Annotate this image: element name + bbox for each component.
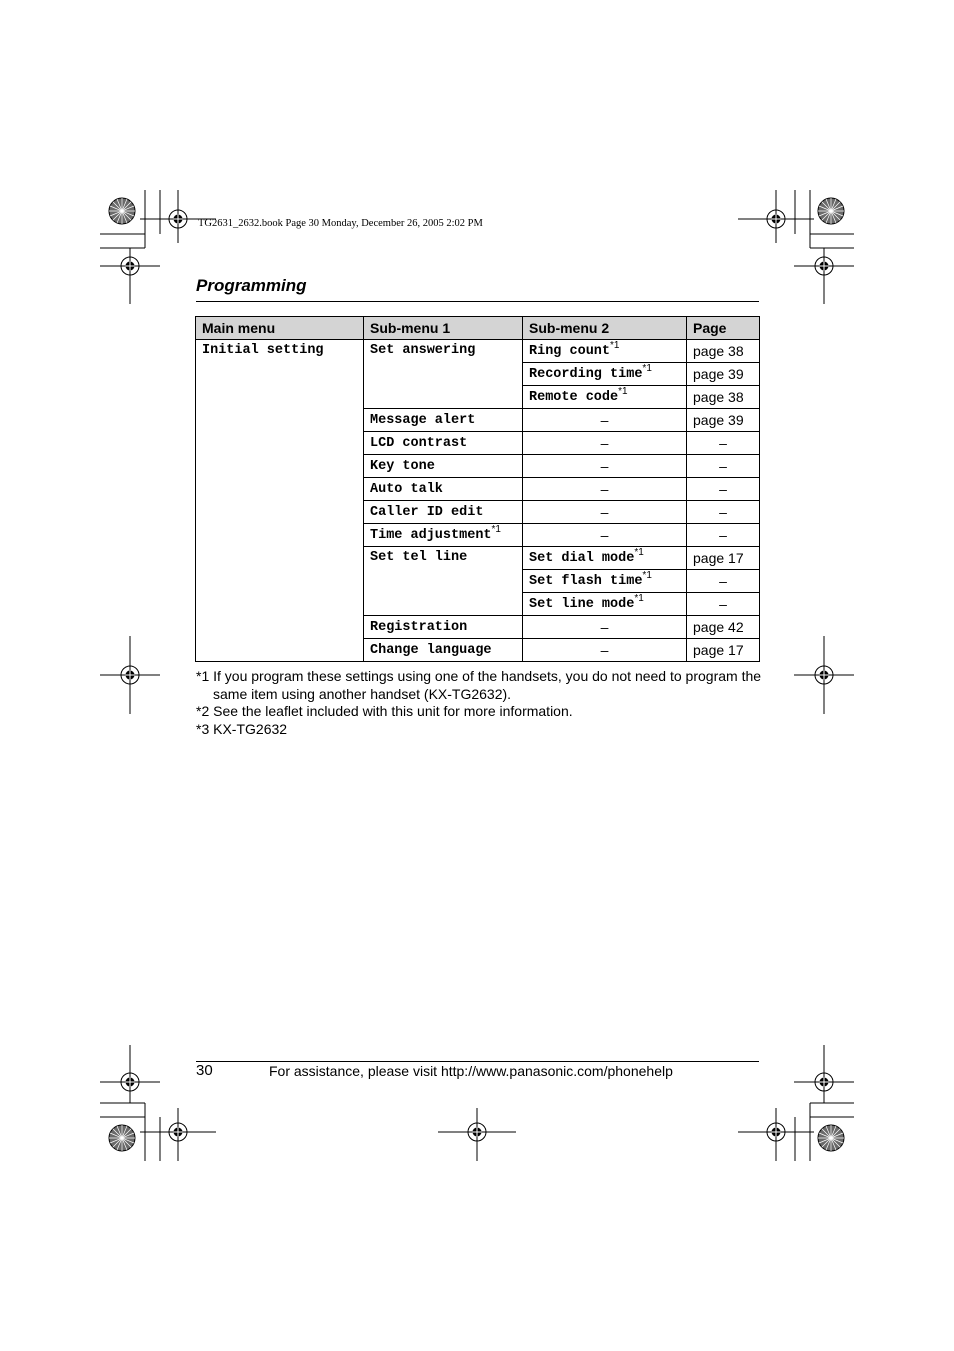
menu-table — [195, 316, 760, 662]
page-ref: – — [687, 524, 760, 547]
sub1-set-tel-line: Set tel line — [364, 547, 523, 616]
footnote-ref: *1 — [491, 523, 501, 535]
page-ref: page 17 — [687, 547, 760, 570]
page-ref: page 39 — [687, 409, 760, 432]
title-rule — [196, 301, 759, 302]
page-ref: – — [687, 570, 760, 593]
book-slug: TG2631_2632.book Page 30 Monday, December 26, 2005 2:02 PM — [198, 218, 483, 229]
main-menu-initial-setting: Initial setting — [196, 340, 364, 662]
table-row — [196, 340, 760, 363]
header-main-menu: Main menu — [196, 317, 364, 340]
sub1-time-adjustment: Time adjustment$^{*1}$ — [364, 524, 523, 547]
sub2-ring-count: Ring count$^{*1}$ — [523, 340, 687, 363]
page-ref: – — [687, 478, 760, 501]
footnote-ref: *1 — [634, 546, 644, 558]
page-ref: page 38 — [687, 340, 760, 363]
table-header-row — [196, 317, 760, 340]
sub1-registration: Registration — [364, 616, 523, 639]
sub2-cell: – — [523, 616, 687, 639]
page-ref: – — [687, 432, 760, 455]
sub2-cell: – — [523, 455, 687, 478]
header-page: Page — [687, 317, 760, 340]
page-ref: – — [687, 501, 760, 524]
sub2-set-dial-mode: Set dial mode$^{*1}$ — [523, 547, 687, 570]
header-sub-menu-1: Sub-menu 1 — [364, 317, 523, 340]
footnote-1: *1 If you program these settings using one of the handsets, you do not need to program the same item using another handset (KX-TG2632). — [196, 668, 762, 702]
sub2-cell: – — [523, 409, 687, 432]
footnote-ref: *1 — [618, 385, 628, 397]
footnotes — [196, 668, 766, 738]
sub1-caller-id-edit: Caller ID edit — [364, 501, 523, 524]
sub1-message-alert: Message alert — [364, 409, 523, 432]
page-ref: page 38 — [687, 386, 760, 409]
page-ref: – — [687, 593, 760, 616]
sub2-cell: – — [523, 501, 687, 524]
sub2-cell: – — [523, 478, 687, 501]
sub2-cell: – — [523, 432, 687, 455]
sub1-key-tone: Key tone — [364, 455, 523, 478]
footnote-2: *2 See the leaflet included with this unit for more information. — [196, 703, 573, 719]
footnote-ref: *1 — [634, 592, 644, 604]
page-ref: page 42 — [687, 616, 760, 639]
footer-rule — [196, 1061, 759, 1062]
footnote-ref: *1 — [610, 339, 620, 351]
page-ref: page 17 — [687, 639, 760, 662]
page-number: 30 — [196, 1062, 213, 1079]
section-title: Programming — [196, 276, 307, 295]
page-ref: – — [687, 455, 760, 478]
footnote-ref: *1 — [642, 569, 652, 581]
sub2-remote-code: Remote code$^{*1}$ — [523, 386, 687, 409]
sub2-cell: – — [523, 524, 687, 547]
page-ref: page 39 — [687, 363, 760, 386]
assistance-text: For assistance, please visit http://www.panasonic.com/phonehelp — [269, 1063, 673, 1079]
sub2-set-line-mode: Set line mode$^{*1}$ — [523, 593, 687, 616]
sub1-auto-talk: Auto talk — [364, 478, 523, 501]
header-sub-menu-2: Sub-menu 2 — [523, 317, 687, 340]
sub2-recording-time: Recording time$^{*1}$ — [523, 363, 687, 386]
footnote-ref: *1 — [642, 362, 652, 374]
sub2-set-flash-time: Set flash time$^{*1}$ — [523, 570, 687, 593]
sub1-set-answering: Set answering — [364, 340, 523, 409]
sub2-cell: – — [523, 639, 687, 662]
sub1-lcd-contrast: LCD contrast — [364, 432, 523, 455]
footnote-3: *3 KX-TG2632 — [196, 720, 288, 737]
sub1-change-language: Change language — [364, 639, 523, 662]
